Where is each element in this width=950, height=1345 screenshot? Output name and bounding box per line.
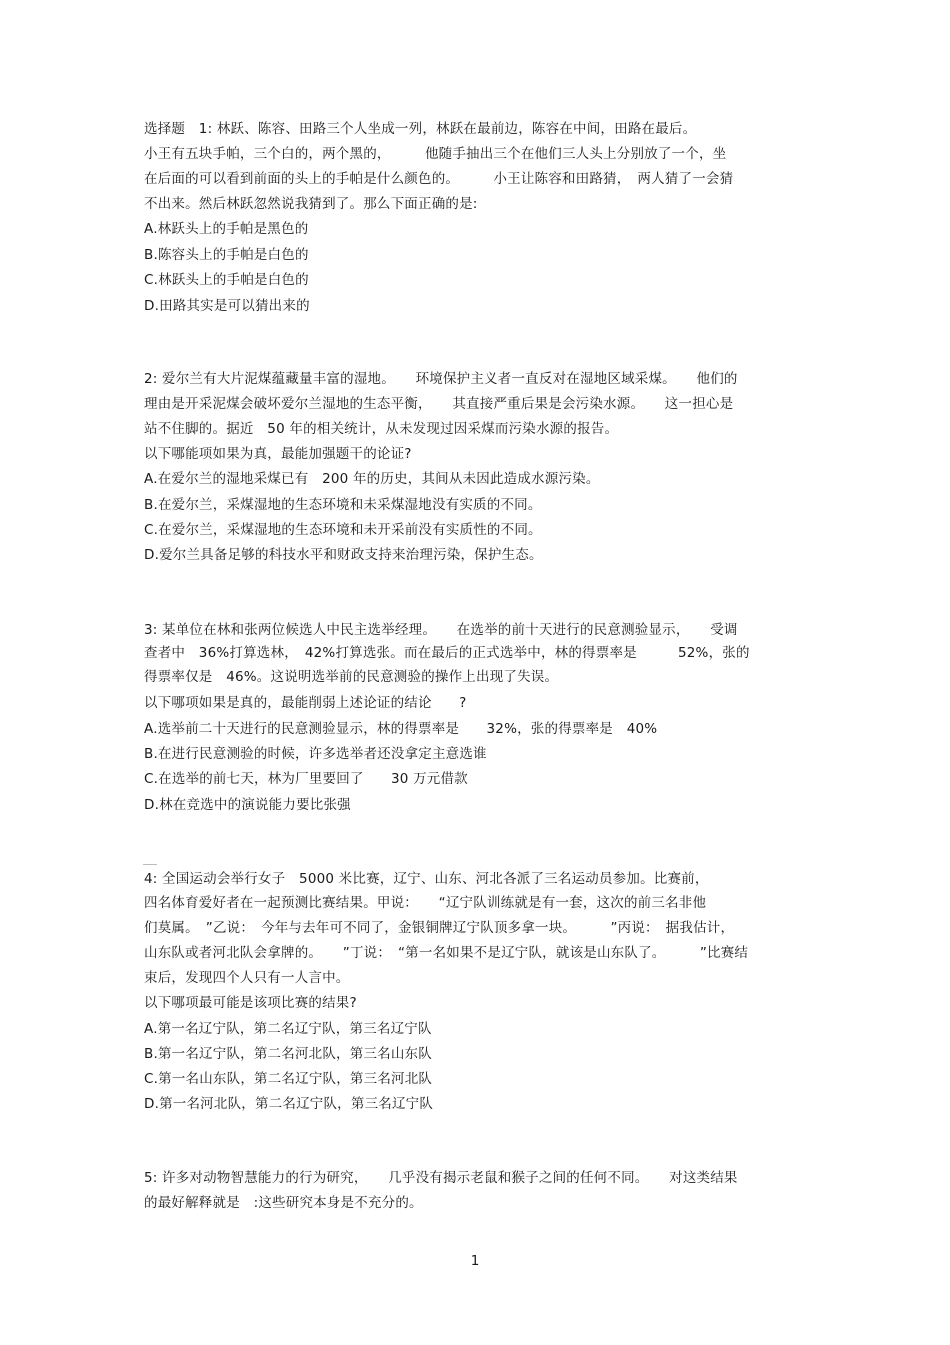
q1-option-a: A.林跃头上的手帕是黑色的: [144, 221, 309, 237]
q2-option-b: B.在爱尔兰，采煤湿地的生态环境和未采煤湿地没有实质的不同。: [144, 497, 542, 513]
q5-stem-line-1: 5: 许多对动物智慧能力的行为研究， 几乎没有揭示老鼠和猴子之间的任何不同。 对这类结果: [144, 1170, 738, 1186]
q4-stem-line-3: 们莫属。 ”乙说： 今年与去年可不同了，金银铜牌辽宁队顶多拿一块。 ”丙说： 据我估计，: [144, 920, 735, 936]
q4-stem-line-1: 4: 全国运动会举行女子 5000 米比赛，辽宁、山东、河北各派了三名运动员参加。比赛前，: [144, 871, 709, 887]
q3-option-b: B.在进行民意测验的时候，许多选举者还没拿定主意选谁: [144, 746, 487, 762]
q2-option-d: D.爱尔兰具备足够的科技水平和财政支持来治理污染，保护生态。: [144, 547, 543, 563]
q1-stem-line-2: 小王有五块手帕，三个白的，两个黑的， 他随手抽出三个在他们三人头上分别放了一个，坐: [144, 146, 727, 162]
q1-stem-line-1: 选择题 1: 林跃、陈容、田路三个人坐成一列，林跃在最前边，陈容在中间，田路在最后。: [144, 121, 697, 137]
page-number: 1: [470, 1253, 480, 1269]
q4-stem-line-4: 山东队或者河北队会拿牌的。 ”丁说： “第一名如果不是辽宁队，就该是山东队了。 ”比赛结: [144, 945, 749, 961]
q3-option-a: A.选举前二十天进行的民意测验显示，林的得票率是 32%，张的得票率是 40%: [144, 721, 658, 737]
q3-option-c: C.在选举的前七天，林为厂里要回了 30 万元借款: [144, 771, 468, 787]
q3-stem-line-4: 以下哪项如果是真的，最能削弱上述论证的结论 ?: [144, 695, 467, 711]
q1-stem-line-3: 在后面的可以看到前面的头上的手帕是什么颜色的。 小王让陈容和田路猜， 两人猜了一会猜: [144, 171, 734, 187]
q2-stem-line-4: 以下哪能项如果为真，最能加强题干的论证?: [144, 446, 412, 462]
q1-stem-line-4: 不出来。然后林跃忽然说我猜到了。那么下面正确的是:: [144, 196, 478, 212]
q4-stem-line-5: 束后，发现四个人只有一人言中。: [144, 970, 350, 986]
q1-option-b: B.陈容头上的手帕是白色的: [144, 247, 309, 263]
q2-option-a: A.在爱尔兰的湿地采煤已有 200 年的历史，其间从未因此造成水源污染。: [144, 471, 600, 487]
q4-option-a: A.第一名辽宁队，第二名辽宁队，第三名辽宁队: [144, 1021, 432, 1037]
q4-stem-line-2: 四名体育爱好者在一起预测比赛结果。甲说： “辽宁队训练就是有一套，这次的前三名非他: [144, 895, 707, 911]
q1-option-c: C.林跃头上的手帕是白色的: [144, 272, 309, 288]
q4-stem-line-6: 以下哪项最可能是该项比赛的结果?: [144, 995, 357, 1011]
q4-option-b: B.第一名辽宁队，第二名河北队，第三名山东队: [144, 1046, 432, 1062]
q1-option-d: D.田路其实是可以猜出来的: [144, 298, 310, 314]
q2-stem-line-1: 2: 爱尔兰有大片泥煤蕴藏量丰富的湿地。 环境保护主义者一直反对在湿地区域采煤。 他们的: [144, 371, 738, 387]
q5-stem-line-2: 的最好解释就是 :这些研究本身是不充分的。: [144, 1195, 423, 1211]
q4-option-d: D.第一名河北队，第二名辽宁队，第三名辽宁队: [144, 1096, 434, 1112]
q2-stem-line-2: 理由是开采泥煤会破坏爱尔兰湿地的生态平衡， 其直接严重后果是会污染水源。 这一担心是: [144, 396, 734, 412]
divider-mark: [143, 864, 157, 865]
q3-option-d: D.林在竞选中的演说能力要比张强: [144, 797, 351, 813]
q3-stem-line-1: 3: 某单位在林和张两位候选人中民主选举经理。 在选举的前十天进行的民意测验显示， 受调: [144, 622, 738, 638]
q3-stem-line-2: 查者中 36%打算选林， 42%打算选张。而在最后的正式选举中，林的得票率是 52%，张的: [144, 645, 750, 661]
q4-option-c: C.第一名山东队，第二名辽宁队，第三名河北队: [144, 1071, 433, 1087]
q2-stem-line-3: 站不住脚的。据近 50 年的相关统计，从未发现过因采煤而污染水源的报告。: [144, 421, 619, 437]
q2-option-c: C.在爱尔兰，采煤湿地的生态环境和未开采前没有实质性的不同。: [144, 522, 542, 538]
q3-stem-line-3: 得票率仅是 46%。这说明选举前的民意测验的操作上出现了失误。: [144, 669, 559, 685]
